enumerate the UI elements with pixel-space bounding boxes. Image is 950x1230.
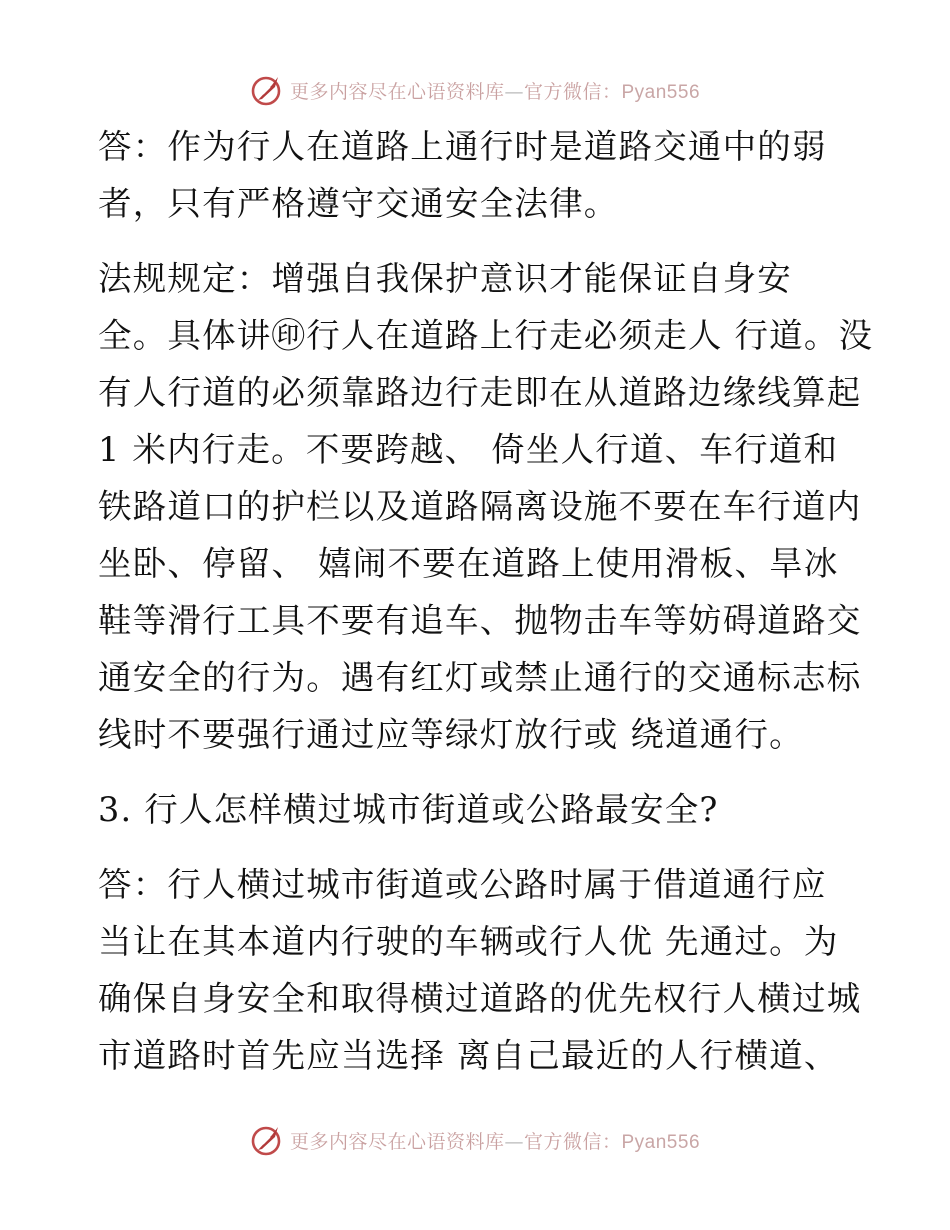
text-line: 市道路时首先应当选择 离自己最近的人行横道、 bbox=[98, 1036, 839, 1075]
paragraph-answer-1 bbox=[98, 118, 858, 232]
watermark-text: 更多内容尽在心语资料库—官方微信：Pyan556 bbox=[289, 80, 701, 103]
paragraph-answer-3 bbox=[98, 856, 862, 1084]
text-line: 坐卧、停留、 嬉闹不要在道路上使用滑板、旱冰 bbox=[98, 544, 839, 583]
text-line: 答：行人横过城市街道或公路时属于借道通行应 bbox=[98, 865, 827, 904]
paragraph-regulation bbox=[98, 250, 874, 763]
question-heading bbox=[98, 781, 858, 838]
quill-logo-icon bbox=[250, 1123, 284, 1157]
text-line: 通安全的行为。遇有红灯或禁止通行的交通标志标 bbox=[98, 658, 862, 697]
text-line: 鞋等滑行工具不要有追车、抛物击车等妨碍道路交 bbox=[98, 601, 862, 640]
text-line: 线时不要强行通过应等绿灯放行或 绕道通行。 bbox=[98, 715, 804, 754]
watermark-text: 更多内容尽在心语资料库—官方微信：Pyan556 bbox=[289, 1130, 701, 1153]
text-line: 有人行道的必须靠路边行走即在从道路边缘线算起 bbox=[98, 373, 862, 412]
text-line: 铁路道口的护栏以及道路隔离设施不要在车行道内 bbox=[98, 487, 862, 526]
quill-logo-icon bbox=[250, 73, 284, 107]
text-line: 法规规定：增强自我保护意识才能保证自身安 bbox=[98, 259, 792, 298]
document-body bbox=[98, 118, 874, 1084]
text-line: 全。具体讲㊞行人在道路上行走必须走人 行道。没 bbox=[98, 316, 874, 355]
header-watermark bbox=[0, 70, 950, 110]
text-line: 当让在其本道内行驶的车辆或行人优 先通过。为 bbox=[98, 922, 839, 961]
text-line: 确保自身安全和取得横过道路的优先权行人横过城 bbox=[98, 979, 862, 1018]
footer-watermark bbox=[0, 1120, 950, 1160]
text-line: 者，只有严格遵守交通安全法律。 bbox=[98, 184, 619, 223]
text-line: 3. 行人怎样横过城市街道或公路最安全? bbox=[98, 790, 719, 829]
text-line: 1 米内行走。不要跨越、 倚坐人行道、车行道和 bbox=[98, 430, 839, 469]
text-line: 答：作为行人在道路上通行时是道路交通中的弱 bbox=[98, 127, 827, 166]
